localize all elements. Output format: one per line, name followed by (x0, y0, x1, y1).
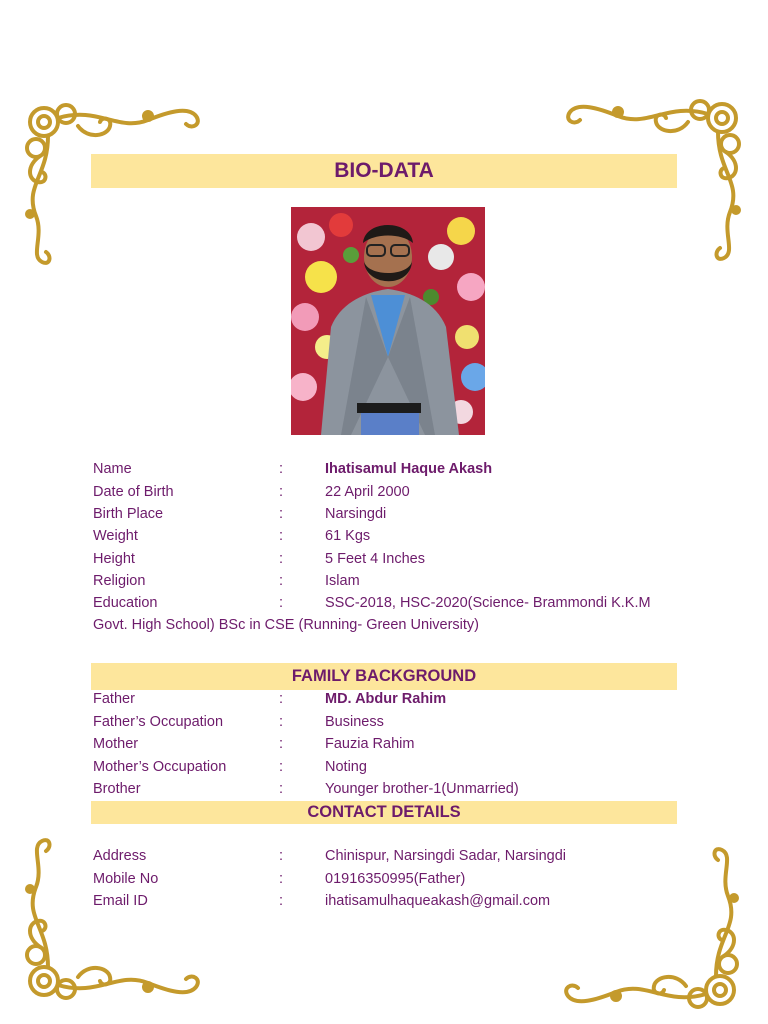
row-height (93, 549, 693, 569)
row-education (93, 593, 693, 613)
label: Mother (93, 736, 139, 752)
value: Business (325, 714, 384, 730)
label: Mobile No (93, 871, 159, 887)
colon: : (279, 736, 284, 752)
label: Email ID (93, 893, 148, 909)
family-background-heading: FAMILY BACKGROUND (91, 663, 677, 690)
value: MD. Abdur Rahim (325, 691, 447, 707)
label: Name (93, 461, 132, 477)
colon: : (279, 461, 284, 477)
contact-details-heading: CONTACT DETAILS (91, 801, 677, 824)
value: 01916350995(Father) (325, 871, 466, 887)
label: Height (93, 551, 135, 567)
value: Chinispur, Narsingdi Sadar, Narsingdi (325, 848, 566, 864)
value: Fauzia Rahim (325, 736, 415, 752)
value: SSC-2018, HSC-2020(Science- Brammondi K.K.M (325, 595, 651, 611)
value: 22 April 2000 (325, 484, 410, 500)
colon: : (279, 893, 284, 909)
colon: : (279, 506, 284, 522)
row-weight (93, 526, 693, 546)
value: 5 Feet 4 Inches (325, 551, 425, 567)
row-religion (93, 571, 693, 591)
colon: : (279, 551, 284, 567)
row-date-of-birth (93, 482, 693, 502)
label: Brother (93, 781, 141, 797)
label: Father (93, 691, 135, 707)
label: Weight (93, 528, 138, 544)
value: Ihatisamul Haque Akash (325, 461, 493, 477)
row-brother (93, 779, 693, 799)
row-mothers-occupation (93, 757, 693, 777)
label: Religion (93, 573, 146, 589)
colon: : (279, 573, 284, 589)
colon: : (279, 759, 284, 775)
row-fathers-occupation (93, 712, 693, 732)
colon: : (279, 848, 284, 864)
colon: : (279, 714, 284, 730)
value: Narsingdi (325, 506, 387, 522)
value: 61 Kgs (325, 528, 371, 544)
label: Date of Birth (93, 484, 174, 500)
education-continued: Govt. High School) BSc in CSE (Running- Green University) (93, 617, 480, 633)
colon: : (279, 528, 284, 544)
colon: : (279, 871, 284, 887)
value: ihatisamulhaqueakash@gmail.com (325, 893, 551, 909)
value: Noting (325, 759, 367, 775)
label: Address (93, 848, 147, 864)
row-birth-place (93, 504, 693, 524)
label: Education (93, 595, 158, 611)
row-father (93, 689, 693, 709)
colon: : (279, 691, 284, 707)
label: Mother’s Occupation (93, 759, 227, 775)
row-address (93, 846, 693, 866)
row-mobile-no (93, 869, 693, 889)
portrait-photo (291, 207, 485, 435)
colon: : (279, 484, 284, 500)
value: Islam (325, 573, 360, 589)
row-name (93, 459, 693, 479)
label: Birth Place (93, 506, 164, 522)
value: Younger brother-1(Unmarried) (325, 781, 519, 797)
colon: : (279, 781, 284, 797)
label: Father’s Occupation (93, 714, 224, 730)
row-email-id (93, 891, 693, 911)
colon: : (279, 595, 284, 611)
row-mother (93, 734, 693, 754)
page-title: BIO-DATA (91, 154, 677, 188)
